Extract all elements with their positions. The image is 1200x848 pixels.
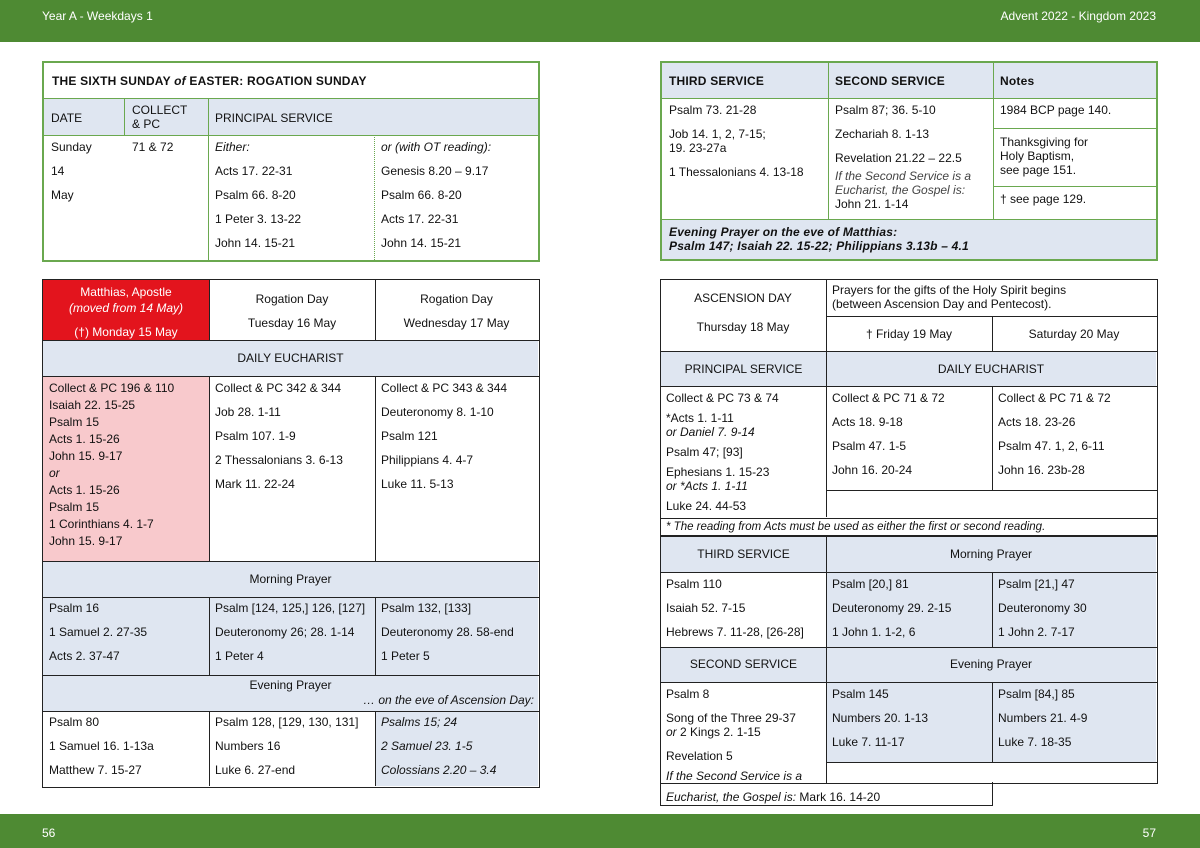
daily-eucharist-band-right: DAILY EUCHARIST: [826, 352, 1156, 386]
weekday-table-right: [660, 279, 1158, 806]
ascension-second-gospel: Eucharist, the Gospel is: Mark 16. 14-20: [666, 790, 881, 804]
ascension-header: ASCENSION DAY Thursday 18 May: [694, 291, 792, 334]
sunday-table: [42, 61, 540, 262]
wednesday-morning-readings: Psalm 132, [133] Deuteronomy 28. 58-end 1 Peter 5: [381, 601, 514, 663]
third-service-readings: Psalm 73. 21-28 Job 14. 1, 2, 7-15; 19. 23-27a 1 Thessalonians 4. 13-18: [669, 103, 804, 179]
second-service-readings: Psalm 87; 36. 5-10 Zechariah 8. 1-13 Revelation 21.22 – 22.5 If the Second Service is a Eucharist, the Gospel is: John 21. 1-14: [835, 103, 972, 211]
saturday-header: Saturday 20 May: [1028, 327, 1120, 341]
sunday-or-readings: or (with OT reading): Genesis 8.20 – 9.17 Psalm 66. 8-20 Acts 17. 22-31 John 14. 15-21: [381, 140, 492, 250]
col-second-service: SECOND SERVICE: [835, 74, 945, 88]
page-number-right: 57: [1142, 826, 1156, 840]
col-principal-header: PRINCIPAL SERVICE: [215, 111, 333, 125]
col-date-header: DATE: [51, 111, 83, 125]
friday-eucharist-readings: Collect & PC 71 & 72 Acts 18. 9-18 Psalm 47. 1-5 John 16. 20-24: [832, 391, 945, 477]
monday-evening-readings: Psalm 80 1 Samuel 16. 1-13a Matthew 7. 15-27: [49, 715, 154, 777]
evening-prayer-band-right: Evening Prayer: [826, 647, 1156, 682]
morning-prayer-band: Morning Prayer: [43, 561, 538, 597]
ascension-principal-readings: Collect & PC 73 & 74 *Acts 1. 1-11 or Daniel 7. 9-14 Psalm 47; [93] Ephesians 1. 15-23 or *Acts 1. 1-11 Luke 24. 44-53: [666, 391, 779, 513]
page-footer: [0, 814, 1200, 848]
evening-prayer-eve-matthias: Evening Prayer on the eve of Matthias: Psalm 147; Isaiah 22. 15-22; Philippians 3.13b – 4.1: [669, 225, 969, 253]
notes-baptism: Thanksgiving for Holy Baptism, see page 151.: [1000, 135, 1089, 177]
third-service-band: THIRD SERVICE: [661, 537, 826, 572]
sunday-collect: 71 & 72: [132, 140, 174, 154]
monday-eucharist-readings: Collect & PC 196 & 110 Isaiah 22. 15-25 Psalm 15 Acts 1. 15-26 John 15. 9-17 or Acts 1. 15-26 Psalm 15 1 Corinthians 4. 1-7 John 15. 9-17: [49, 381, 175, 548]
page-number-left: 56: [42, 826, 56, 840]
tuesday-morning-readings: Psalm [124, 125,] 126, [127] Deuteronomy 26; 28. 1-14 1 Peter 4: [215, 601, 366, 663]
second-service-band: SECOND SERVICE: [661, 647, 826, 682]
saturday-evening-readings: Psalm [84,] 85 Numbers 21. 4-9 Luke 7. 18-35: [998, 687, 1088, 749]
header-right: Advent 2022 - Kingdom 2023: [1000, 9, 1156, 23]
notes-bcp: 1984 BCP page 140.: [1000, 103, 1112, 117]
daily-eucharist-band: DAILY EUCHARIST: [43, 340, 538, 376]
wednesday-evening-readings: Psalms 15; 24 2 Samuel 23. 1-5 Colossians 2.20 – 3.4: [381, 715, 497, 777]
sunday-date: Sunday 14 May: [51, 140, 92, 202]
col-collect-header: COLLECT & PC: [132, 103, 188, 131]
sunday-title: THE SIXTH SUNDAY of EASTER: ROGATION SUNDAY: [52, 74, 367, 88]
friday-morning-readings: Psalm [20,] 81 Deuteronomy 29. 2-15 1 John 1. 1-2, 6: [832, 577, 952, 639]
evening-prayer-band: Evening Prayer … on the eve of Ascension Day:: [43, 675, 538, 711]
wednesday-header: Rogation Day Wednesday 17 May: [403, 292, 510, 330]
tuesday-evening-readings: Psalm 128, [129, 130, 131] Numbers 16 Luke 6. 27-end: [215, 715, 359, 777]
morning-prayer-band-right: Morning Prayer: [826, 537, 1156, 572]
tuesday-header: Rogation Day Tuesday 16 May: [247, 292, 337, 330]
acts-note: * The reading from Acts must be used as either the first or second reading.: [666, 521, 1046, 533]
col-notes: Notes: [1000, 74, 1035, 88]
wednesday-eucharist-readings: Collect & PC 343 & 344 Deuteronomy 8. 1-10 Psalm 121 Philippians 4. 4-7 Luke 11. 5-13: [381, 381, 508, 491]
monday-morning-readings: Psalm 16 1 Samuel 2. 27-35 Acts 2. 37-47: [49, 601, 148, 663]
tuesday-eucharist-readings: Collect & PC 342 & 344 Job 28. 1-11 Psalm 107. 1-9 2 Thessalonians 3. 6-13 Mark 11. 22-24: [215, 381, 343, 491]
sunday-either-readings: Either: Acts 17. 22-31 Psalm 66. 8-20 1 Peter 3. 13-22 John 14. 15-21: [215, 140, 302, 250]
friday-header: † Friday 19 May: [865, 327, 953, 341]
notes-dagger: † see page 129.: [1000, 192, 1087, 206]
page-header: [0, 0, 1200, 42]
prayers-note: Prayers for the gifts of the Holy Spirit begins (between Ascension Day and Pentecost).: [832, 283, 1067, 311]
header-left: Year A - Weekdays 1: [42, 9, 153, 23]
friday-evening-readings: Psalm 145 Numbers 20. 1-13 Luke 7. 11-17: [832, 687, 929, 749]
weekday-table-left: [42, 279, 540, 788]
ascension-second-service-readings: Psalm 8 Song of the Three 29-37 or 2 Kings 2. 1-15 Revelation 5 If the Second Service is a: [666, 687, 803, 783]
saturday-eucharist-readings: Collect & PC 71 & 72 Acts 18. 23-26 Psalm 47. 1, 2, 6-11 John 16. 23b-28: [998, 391, 1111, 477]
saturday-morning-readings: Psalm [21,] 47 Deuteronomy 30 1 John 2. 7-17: [998, 577, 1087, 639]
matthias-header: Matthias, Apostle (moved from 14 May) (†) Monday 15 May: [43, 280, 209, 340]
sunday-services-table: [660, 61, 1158, 261]
ascension-third-service-readings: Psalm 110 Isaiah 52. 7-15 Hebrews 7. 11-28, [26-28]: [666, 577, 804, 639]
principal-service-band: PRINCIPAL SERVICE: [661, 352, 826, 386]
col-third-service: THIRD SERVICE: [669, 74, 765, 88]
